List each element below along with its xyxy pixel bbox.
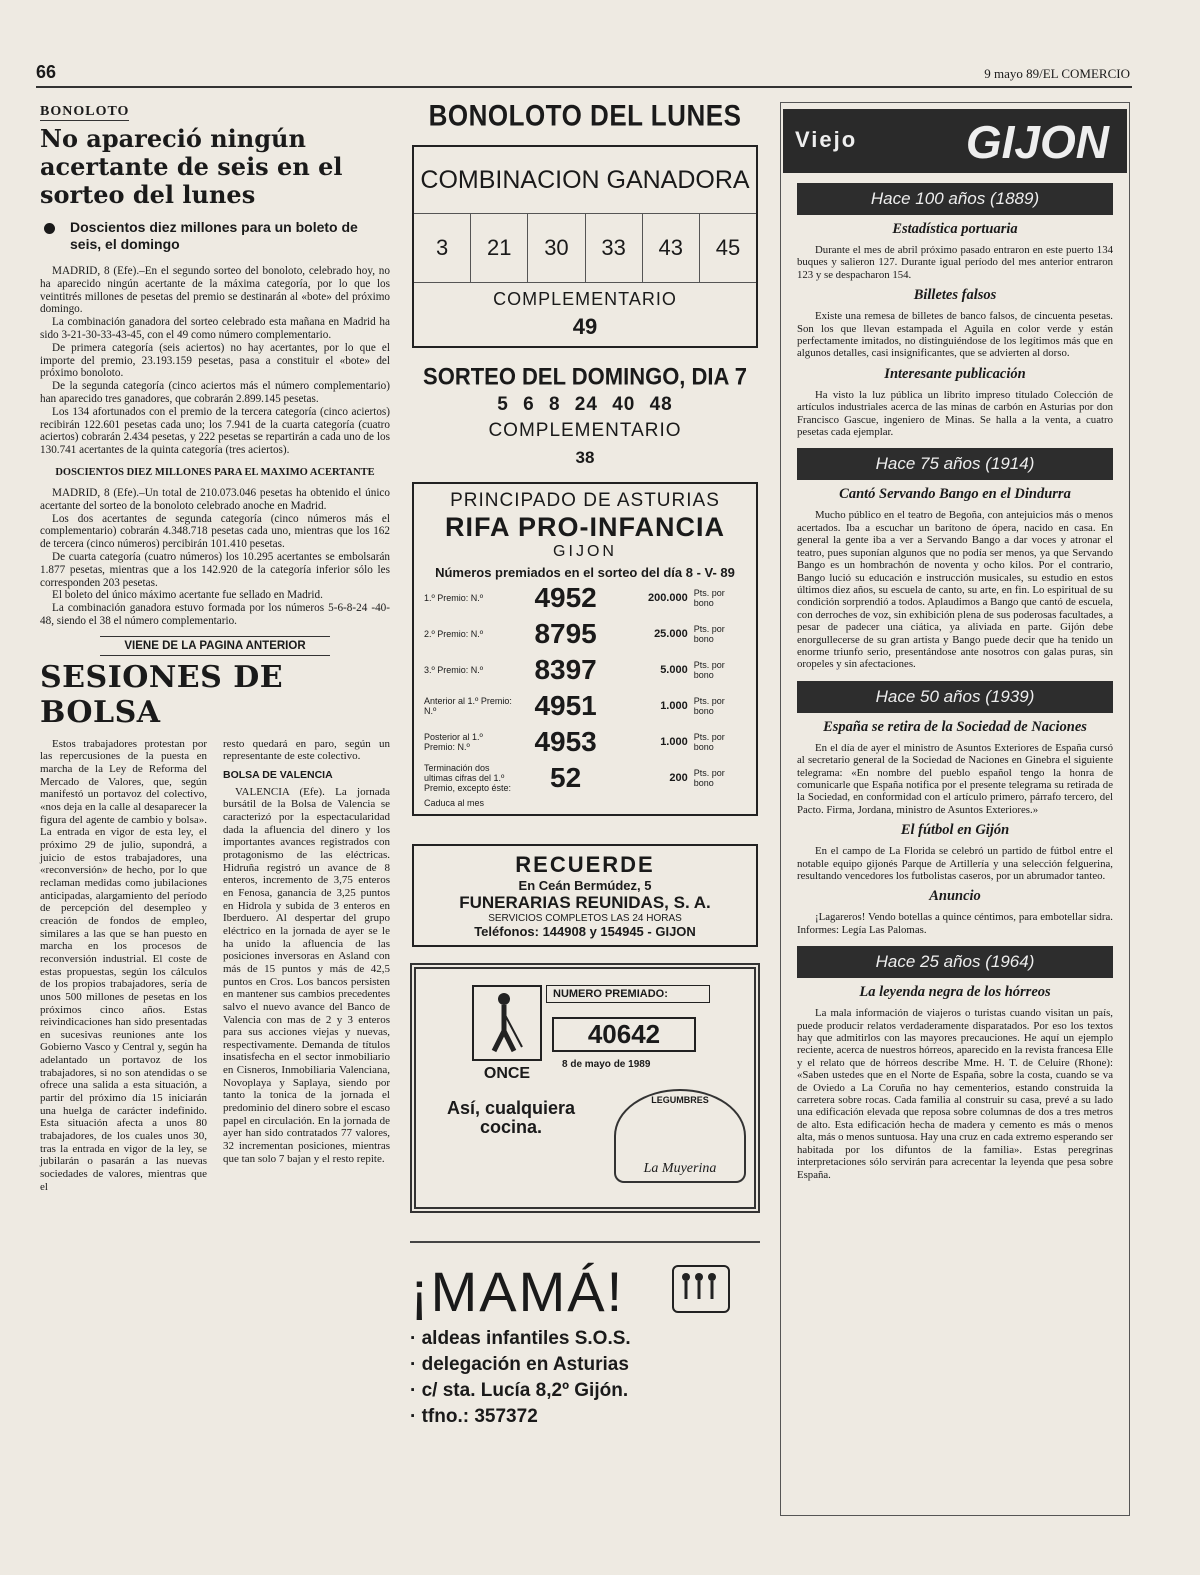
item-text: [797, 310, 1113, 360]
era-heading: Hace 25 años (1964): [797, 946, 1113, 978]
combo-number: 3: [414, 214, 471, 282]
numero-premiado-label: NUMERO PREMIADO:: [546, 985, 710, 1003]
combo-number: 45: [715, 235, 741, 260]
item-text: [797, 509, 1113, 670]
legumbres-badge: [614, 1089, 746, 1183]
prize-unit: Pts. por bono: [693, 588, 725, 608]
once-ad: [410, 963, 760, 1213]
once-date: 8 de mayo de 1989: [562, 1059, 651, 1070]
rifa-line2: RIFA PRO-INFANCIA: [445, 512, 725, 542]
ad-address: En Ceán Bermúdez, 5: [518, 878, 652, 893]
banner-small: Viejo: [795, 127, 858, 152]
ad-services: SERVICIOS COMPLETOS LAS 24 HORAS: [488, 913, 682, 924]
paragraph: La combinación ganadora estuvo formada por los números 5-6-8-24 -40-48, siendo el 38 el número complementario.: [40, 602, 390, 627]
viejo-gijon-column: [780, 102, 1130, 1516]
paragraph: Mucho público en el teatro de Begoña, con antejuicios más o menos acertados. Iba a escuchar un barítono de ópera, nacido en casa. En general la gente iba a ver a Servando Bango a dar voces y atronar el teatro, pues suponían algunos que no podía ser menos, ya que Servando Bango es un hombrachón de noventa y ocho kilos. Por el contrario, Bango lució su educación e instrucción musicales, su estudio en estos últimos diez años, su escuela de canto, su arte, en fin. Lo espiritual de su condición sorprendió a todos. Aplaudimos a Bango que cantó de escuela, con derroches de voz, sin exhibición plena de sus poderosas facultades, a pesar de padecer una ciática, ya aliviada en parte. Gijón debe enorgullecerse de su gran artista y Bango puede decir que ha tenido un enorme triunfo serio, presentándose ante nosotros con galas puras, sin oropeles y sin afectaciones.: [797, 509, 1113, 671]
bolsa-title: SESIONES DE BOLSA: [40, 659, 284, 730]
ad-title: RECUERDE: [515, 852, 655, 877]
item-text: [797, 911, 1113, 936]
headline: No apareció ningún acertante de seis en el sorteo del lunes: [40, 124, 343, 209]
prize-row: [424, 688, 746, 724]
prize-row: [424, 760, 746, 796]
children-icon: [672, 1265, 730, 1313]
prize-label: 3.º Premio: N.º: [424, 665, 484, 675]
combo-number: 30: [528, 214, 585, 282]
domingo-numbers: 5 6 8 24 40 48: [497, 394, 673, 415]
paragraph: De la segunda categoría (cinco aciertos más el número complementario) han aparecido tres ganadores, que cobrarán 2.899.145 pesetas.: [40, 380, 390, 405]
rifa-line3: GIJON: [553, 543, 617, 560]
rifa-box: [412, 482, 758, 816]
bolsa-columns: [40, 738, 390, 1194]
era-heading: Hace 75 años (1914): [797, 448, 1113, 480]
combination-numbers: [414, 214, 756, 283]
once-number: 40642: [552, 1017, 696, 1052]
paragraph: Ha visto la luz pública un librito impreso titulado Colección de artículos industriales acerca de las minas de carbón en Asturias por don Francisco Gascue, ingeniero de Minas. Se halla a la venta, a cuatro pesetas cada ejemplar.: [797, 388, 1113, 439]
paragraph: En el día de ayer el ministro de Asuntos Exteriores de España cursó al secretario general de la Sociedad de Naciones en Ginebra el siguiente telegrama: «En nombre del pueblo español tengo la honra de comunicarle que España notifica por el presente telegrama su retirada de la Sociedad, en conformidad con el artículo primero, párrafo tercero, del Pacto. Firma, Jordana, ministro de Asuntos Exteriores.»: [797, 741, 1113, 816]
prize-amount: 5.000: [660, 664, 688, 676]
prize-label: Terminación dos ultimas cifras del 1.º Premio, excepto éste:: [424, 763, 512, 793]
combo-number: 43: [643, 214, 700, 282]
rifa-line1: PRINCIPADO DE ASTURIAS: [450, 490, 720, 511]
item-text: [797, 742, 1113, 816]
caduca-note: Caduca al mes: [424, 798, 485, 808]
prize-unit: Pts. por bono: [693, 732, 725, 752]
bolsa-col-2: [223, 738, 390, 1194]
item-title: Billetes falsos: [913, 287, 997, 304]
left-column: [40, 100, 390, 1193]
bolsa-col-1: [40, 738, 207, 1194]
prize-label: Posterior al 1.º Premio: N.º: [424, 732, 483, 752]
prize-number: 52: [550, 762, 582, 793]
article-body-2: [40, 487, 390, 628]
kicker: BONOLOTO: [40, 104, 130, 119]
middle-column: [410, 97, 760, 1432]
prize-number: 4952: [534, 582, 597, 613]
prize-unit: Pts. por bono: [693, 624, 725, 644]
prize-row: [424, 580, 746, 616]
combination-header: COMBINACION GANADORA: [414, 147, 756, 214]
article-body: [40, 265, 390, 457]
brand-top: LEGUMBRES: [651, 1095, 709, 1105]
complementario-label: COMPLEMENTARIO: [493, 289, 677, 309]
item-title: El fútbol en Gijón: [900, 822, 1010, 839]
page-number: 66: [36, 62, 57, 82]
paragraph: VALENCIA (Efe). La jornada bursátil de la Bolsa de Valencia se caracterizó por la espectacularidad dada la afluencia del dinero y los importantes avances registrados con protagonismo de las eléctricas. Hidruña registró un avance de 8 enteros, incremento de 3,75 enteros en Fenosa, ganancia de 3,25 puntos en Hidrola y subida de 3 enteros en Iberduero. Al despertar del grupo eléctrico en la jornada de ayer se le ha unido la afluencia de las posiciones inversoras en Asland con más de 15 puntos y más de 42,5 puntos en Cros. Los bancos persisten en mantener sus cambios precedentes salvo el nuevo avance del Banco de Valencia con mas de 2 y 3 enteros para sus acciones viejas y nuevas, respectivamente. Demanda de títulos insatisfecha en el sector inmobiliario en Cisneros, Inmobiliaria Valenciana, Novoplaya y Saplaya, siendo por tanto la tonica de la jornada el predominio del dinero sobre el escaso papel en circulación. En la jornada de ayer han sido contratados 77 valores, 32 incrementan posiciones, mientras que tan solo 7 bajan y el resto repite.: [223, 785, 390, 1165]
banner-big: GIJON: [965, 116, 1109, 168]
aldeas-ad: [410, 1241, 760, 1428]
mama-title: ¡MAMÁ!: [410, 1260, 625, 1323]
ad-phones: Teléfonos: 144908 y 154945 - GIJON: [474, 924, 696, 939]
complementario-number: 49: [572, 314, 598, 339]
prize-row: [424, 652, 746, 688]
item-title: España se retira de la Sociedad de Naciones: [823, 718, 1087, 735]
paragraph: La combinación ganadora del sorteo celebrado esta mañana en Madrid ha sido 3-21-30-33-43-45, con el 49 como número complementario.: [40, 316, 390, 341]
ad-firm: FUNERARIAS REUNIDAS, S. A.: [459, 893, 711, 912]
paragraph: MADRID, 8 (Efe).–Un total de 210.073.046 pesetas ha obtenido el único acertante del sorteo de la bonoloto celebrado anoche en Madrid.: [40, 486, 390, 512]
item-text: [797, 244, 1113, 281]
prize-unit: Pts. por bono: [693, 768, 725, 788]
prize-number: 4953: [534, 726, 597, 757]
paragraph: Estos trabajadores protestan por las repercusiones de la puesta en marcha de la Ley de Reforma del Mercado de Valores, que, según manifestó un portavoz del colectivo, «nos deja en la calle al desaparecer la figura del agente de cambio y bolsa». La entrada en vigor de esta ley, el próximo 29 de julio, supondrá, a juicio de estos trabajadores, una «reconversión» de hecho, por lo que reclaman medidas como jubilaciones anticipadas, alargamiento del período de percepción del desempleo y creación de fondos de empleo, similares a las que se han puesto en marcha en los procesos de reconversión industrial. El coste de estas propuestas, según los cálculos de los propios trabajadores, sería de unos 500 millones de pesetas en los próximos cinco años. Estas reivindicaciones han sido presentadas en sucesivas reuniones ante los Gobierno Vasco y Central y, según ha adelantado un portavoz de los trabajadores, si no son atendidas o se ofrece una salida a esta situación, a partir del próximo día 15 iniciarán una huelga de carácter indefinido. Esta situación afecta a unos 80 trabajadores, de los cuales unos 30, tras la entrada en vigor de la ley, se jubilarán o pasarán a las nuevas sociedades de valores, mientras que el: [40, 737, 207, 1193]
paragraph: De cuarta categoría (cuatro números) los 10.295 acertantes se embolsarán 1.877 pesetas, mientras que a los 142.920 de la categoría inferior sólo les corresponden 203 pesetas.: [40, 550, 390, 589]
prize-amount: 1.000: [660, 736, 688, 748]
bonoloto-title: BONOLOTO DEL LUNES: [428, 97, 742, 133]
bolsa-subhead: BOLSA DE VALENCIA: [223, 769, 333, 782]
paragraph: Los dos acertantes de segunda categoría (cinco números más el complementario) cobrarán 4.348.718 pesetas cada uno, mientras que los 162 de tercera (cinco números) percibirán 101.410 pesetas.: [40, 512, 390, 551]
continued-label: VIENE DE LA PAGINA ANTERIOR: [100, 636, 330, 656]
paragraph: De primera categoría (seis aciertos) no hay acertantes, por lo que el importe del premio, 23.193.159 pesetas, pasa a constituir el «bote» del próximo bonoloto.: [40, 341, 390, 380]
rifa-line4: Números premiados en el sorteo del día 8 - V- 89: [435, 565, 735, 580]
item-text: [797, 845, 1113, 882]
subheadline: Doscientos diez millones para un boleto de seis, el domingo: [40, 219, 390, 253]
prize-unit: Pts. por bono: [693, 660, 725, 680]
once-logo-icon: [472, 985, 542, 1082]
paragraph: ¡Lagareros! Vendo botellas a quince céntimos, para embotellar sidra. Informes: Legía Las Palomas.: [797, 911, 1113, 936]
funerarias-ad: [412, 844, 758, 947]
item-title: Cantó Servando Bango en el Dindurra: [839, 486, 1071, 503]
item-text: [797, 1007, 1113, 1181]
winning-combination-box: [412, 145, 758, 348]
item-title: Estadística portuaria: [892, 221, 1018, 237]
item-title: Anuncio: [929, 888, 981, 905]
domingo-title: SORTEO DEL DOMINGO, DIA 7: [423, 362, 747, 391]
prize-amount: 200: [669, 772, 688, 784]
prize-label: Anterior al 1.º Premio: N.º: [424, 696, 512, 716]
mama-line: · c/ sta. Lucía 8,2º Gijón.: [410, 1380, 629, 1401]
item-text: [797, 389, 1113, 439]
era-heading: Hace 50 años (1939): [797, 681, 1113, 713]
paragraph: En el campo de La Florida se celebró un partido de fútbol entre el notable equipo gijonés Parque de Artillería y una selección felguerina, resultando vencedores los futbolistas caseros, por un abrumador tanteo.: [797, 845, 1113, 882]
paragraph: Durante el mes de abril próximo pasado entraron en este puerto 134 buques y salieron 127. Durante igual período del mes anterior entraron 123 y se despacharon 154.: [797, 244, 1113, 281]
mama-line: · delegación en Asturias: [410, 1354, 629, 1375]
prize-number: 8795: [534, 618, 597, 649]
once-logo-text: ONCE: [483, 1065, 531, 1082]
paragraph: La mala información de viajeros o turistas cuando visitan un país, puede producir relatos verdaderamente disparatados. Por eso los textos hay que admitirlos con las mayores precauciones. He aquí un ejemplo reciente, acerca de nuestros hórreos, aparecido en la revista francesa Elle y el relato que de hórreos describe Mme. H. T. de Celuire (Rhone): «Saben ustedes que en el Norte de España, sobre la costa, cuando se va de Oviedo a La Coruña no hay cementerios, estando construida la carretera sobre rocas. Cada familia al construir su casa, prevé a su lado una edificación elevada que reposa sobre columnas de dos a tres metros de alto. Esta edificación hecha de madera y cemento es más o menos alta, más o menos suntuosa. Hay una cruz en cada extremo esperando ser habitada por los difuntos de la familia». Estas peregrinas interpretaciones sólo servirán para acrecentar la leyenda que pesa sobre España.: [797, 1007, 1113, 1181]
prize-row: [424, 616, 746, 652]
prize-number: 8397: [534, 654, 597, 685]
slogan: Así, cualquiera cocina.: [446, 1098, 576, 1137]
brand-bottom: La Muyerina: [643, 1161, 717, 1176]
era-heading: Hace 100 años (1889): [797, 183, 1113, 215]
mama-line: · aldeas infantiles S.O.S.: [410, 1328, 631, 1349]
paragraph: Los 134 afortunados con el premio de la tercera categoría (cinco aciertos) recibirán 122.601 pesetas cada uno; los 7.941 de la cuarta categoría (cuatro aciertos) cobrarán 2.434 pesetas, y 222 pesetas se repartirán a cada uno de los 130.741 acertantes de la quinta categoría (tres aciertos).: [40, 405, 390, 457]
paragraph: El boleto del único máximo acertante fue sellado en Madrid.: [52, 589, 323, 602]
paragraph: Existe una remesa de billetes de banco falsos, de cincuenta pesetas. Son los que llevan estampada el Aguila en color verde y están perfectamente imitados, no distinguiéndose de los legítimos más que en algunos detalles, casi insignificantes, que se advierten al dorso.: [797, 310, 1113, 360]
domingo-comp-number: 38: [575, 448, 595, 467]
prize-unit: Pts. por bono: [693, 696, 725, 716]
combo-number: 21: [471, 214, 528, 282]
blind-person-icon: [474, 987, 536, 1055]
paragraph: resto quedará en paro, según un representante de este colectivo.: [223, 737, 390, 763]
mama-line: · tfno.: 357372: [410, 1406, 538, 1427]
item-title: Interesante publicación: [884, 365, 1026, 382]
viejo-gijon-banner: [783, 109, 1127, 173]
item-title: La leyenda negra de los hórreos: [859, 984, 1051, 1001]
prize-amount: 200.000: [647, 592, 688, 604]
page-info: 9 mayo 89/EL COMERCIO: [984, 66, 1130, 81]
paragraph: MADRID, 8 (Efe).–En el segundo sorteo del bonoloto, celebrado hoy, no ha aparecido ningún acertante de la máxima categoría, por lo que los veintitrés millones de pesetas del premio se destinarán al «bote» del próximo domingo.: [40, 265, 390, 316]
prize-amount: 25.000: [654, 628, 688, 640]
subhead: DOSCIENTOS DIEZ MILLONES PARA EL MAXIMO ACERTANTE: [55, 466, 375, 478]
prize-number: 4951: [534, 690, 597, 721]
prize-label: 2.º Premio: N.º: [424, 629, 484, 639]
prize-row: [424, 724, 746, 760]
prize-label: 1.º Premio: N.º: [424, 593, 484, 603]
combo-number: 33: [586, 214, 643, 282]
header-rule: [36, 86, 1132, 88]
domingo-comp-label: COMPLEMENTARIO: [488, 420, 682, 441]
prize-amount: 1.000: [660, 700, 688, 712]
